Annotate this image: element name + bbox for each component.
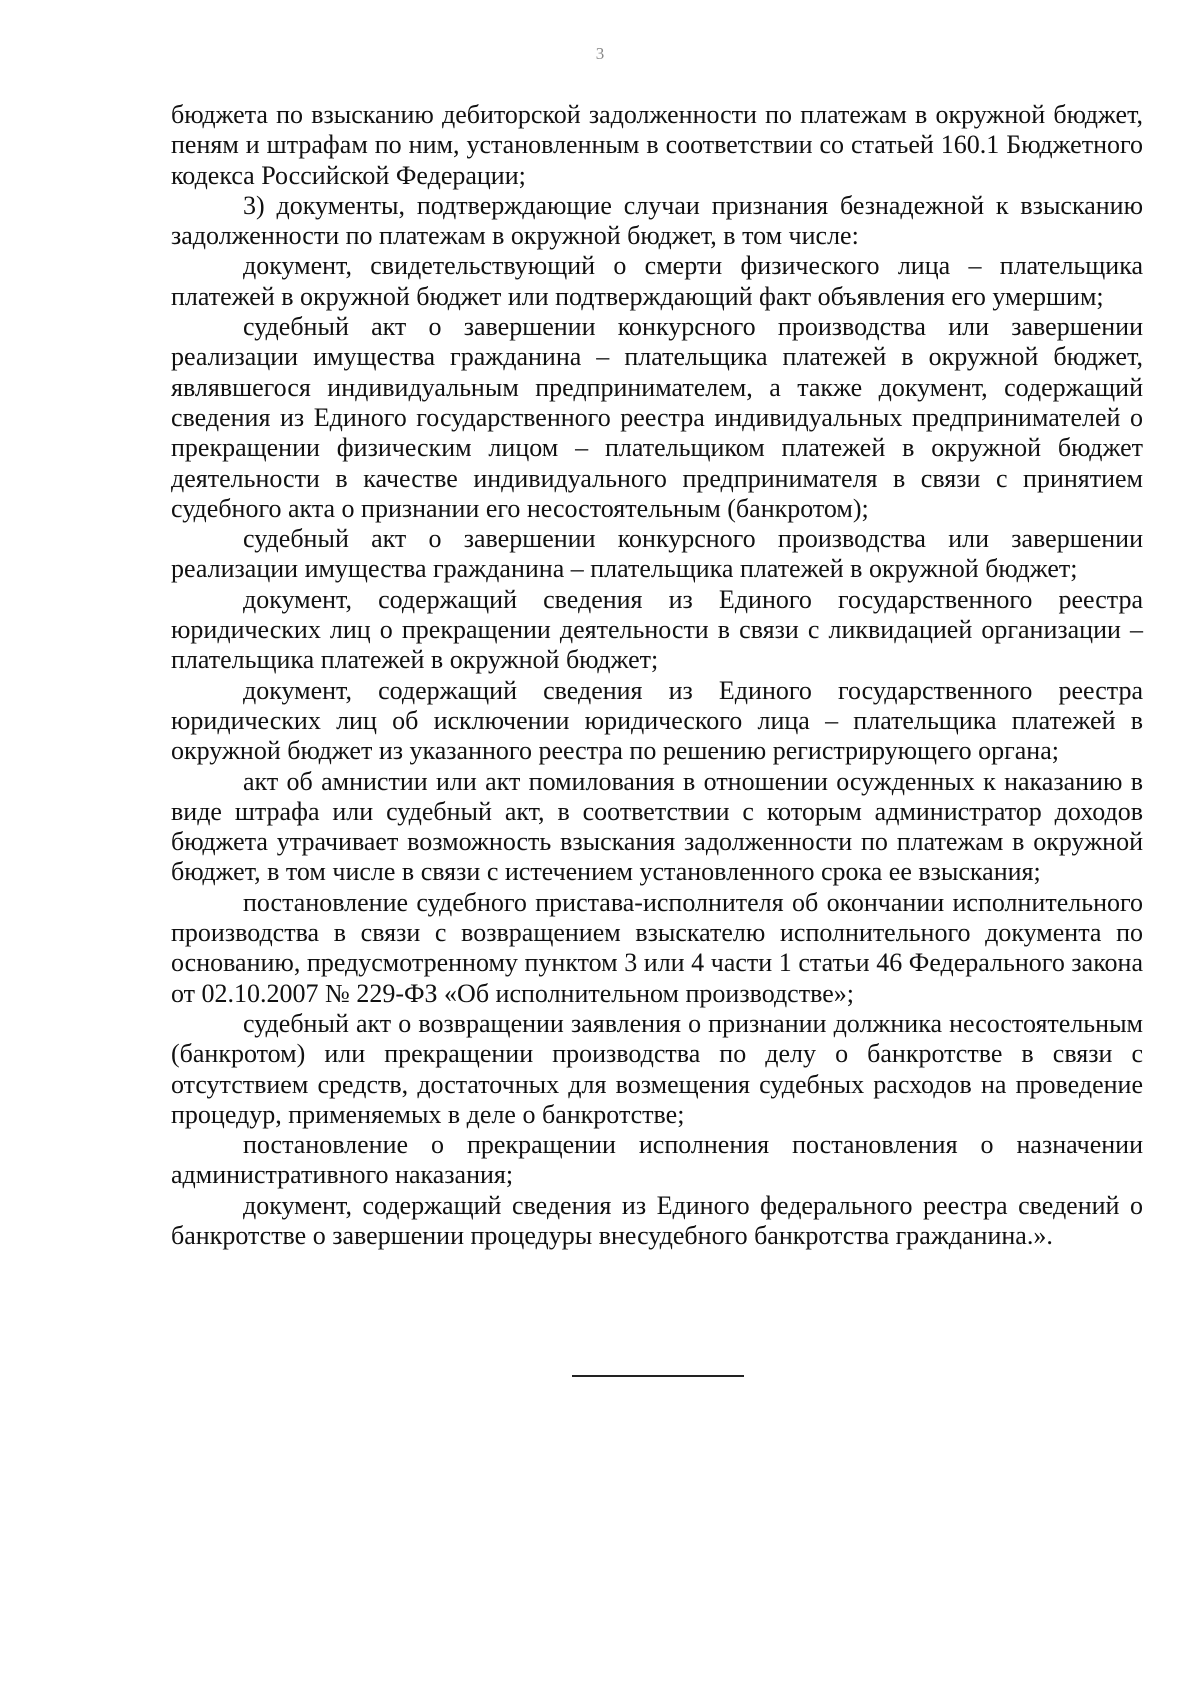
paragraph-item-3: 3) документы, подтверждающие случаи признания безнадежной к взысканию задолженности по платежам в окружной бюджет, в том числе: xyxy=(171,190,1143,251)
paragraph-extrajudicial-bankruptcy: документ, содержащий сведения из Единого федерального реестра сведений о банкротстве о завершении процедуры внесудебного банкротства гражданина.». xyxy=(171,1190,1143,1250)
paragraph-exclusion: документ, содержащий сведения из Единого государственного реестра юридических лиц об исключении юридического лица – плательщика платежей в окружной бюджет из указанного реестра по решению регистрирующего органа; xyxy=(171,675,1143,766)
paragraph-termination-penalty: постановление о прекращении исполнения постановления о назначении административного наказания; xyxy=(171,1130,1143,1190)
closing-divider xyxy=(572,1375,744,1377)
paragraph-amnesty: акт об амнистии или акт помилования в отношении осужденных к наказанию в виде штрафа или судебный акт, в соответствии с которым администратор доходов бюджета утрачивает возможность взыскания задолженности по платежам в окружной бюджет, в том числе в связи с истечением установленного срока ее взыскания; xyxy=(171,766,1143,887)
paragraph-return-application: судебный акт о возвращении заявления о признании должника несостоятельным (банкротом) или прекращении производства по делу о банкротстве в связи с отсутствием средств, достаточных для возмещения судебных расходов на проведение процедур, применяемых в деле о банкротстве; xyxy=(171,1008,1143,1129)
paragraph-continuation: бюджета по взысканию дебиторской задолженности по платежам в окружной бюджет, пеням и штрафам по ним, установленным в соответствии со статьей 160.1 Бюджетного кодекса Российской Федерации; xyxy=(171,100,1143,190)
paragraph-bankruptcy-citizen: судебный акт о завершении конкурсного производства или завершении реализации имущества гражданина – плательщика платежей в окружной бюджет; xyxy=(171,524,1143,584)
page-number: 3 xyxy=(595,44,605,63)
paragraph-bailiff-resolution: постановление судебного пристава-исполнителя об окончании исполнительного производства в связи с возвращением взыскателю исполнительного документа по основанию, предусмотренному пунктом 3 или 4 части 1 статьи 46 Федерального закона от 02.10.2007 № 229-ФЗ «Об исполнительном производстве»; xyxy=(171,887,1143,1008)
document-body xyxy=(171,100,1143,1251)
paragraph-liquidation: документ, содержащий сведения из Единого государственного реестра юридических лиц о прекращении деятельности в связи с ликвидацией организации – плательщика платежей в окружной бюджет; xyxy=(171,584,1143,675)
paragraph-bankruptcy-entrepreneur: судебный акт о завершении конкурсного производства или завершении реализации имущества гражданина – плательщика платежей в окружной бюджет, являвшегося индивидуальным предпринимателем, а также документ, содержащий сведения из Единого государственного реестра индивидуальных предпринимателей о прекращении физическим лицом – плательщиком платежей в окружной бюджет деятельности в качестве индивидуального предпринимателя в связи с принятием судебного акта о признании его несостоятельным (банкротом); xyxy=(171,312,1143,523)
paragraph-death-document: документ, свидетельствующий о смерти физического лица – плательщика платежей в окружной бюджет или подтверждающий факт объявления его умершим; xyxy=(171,251,1143,311)
